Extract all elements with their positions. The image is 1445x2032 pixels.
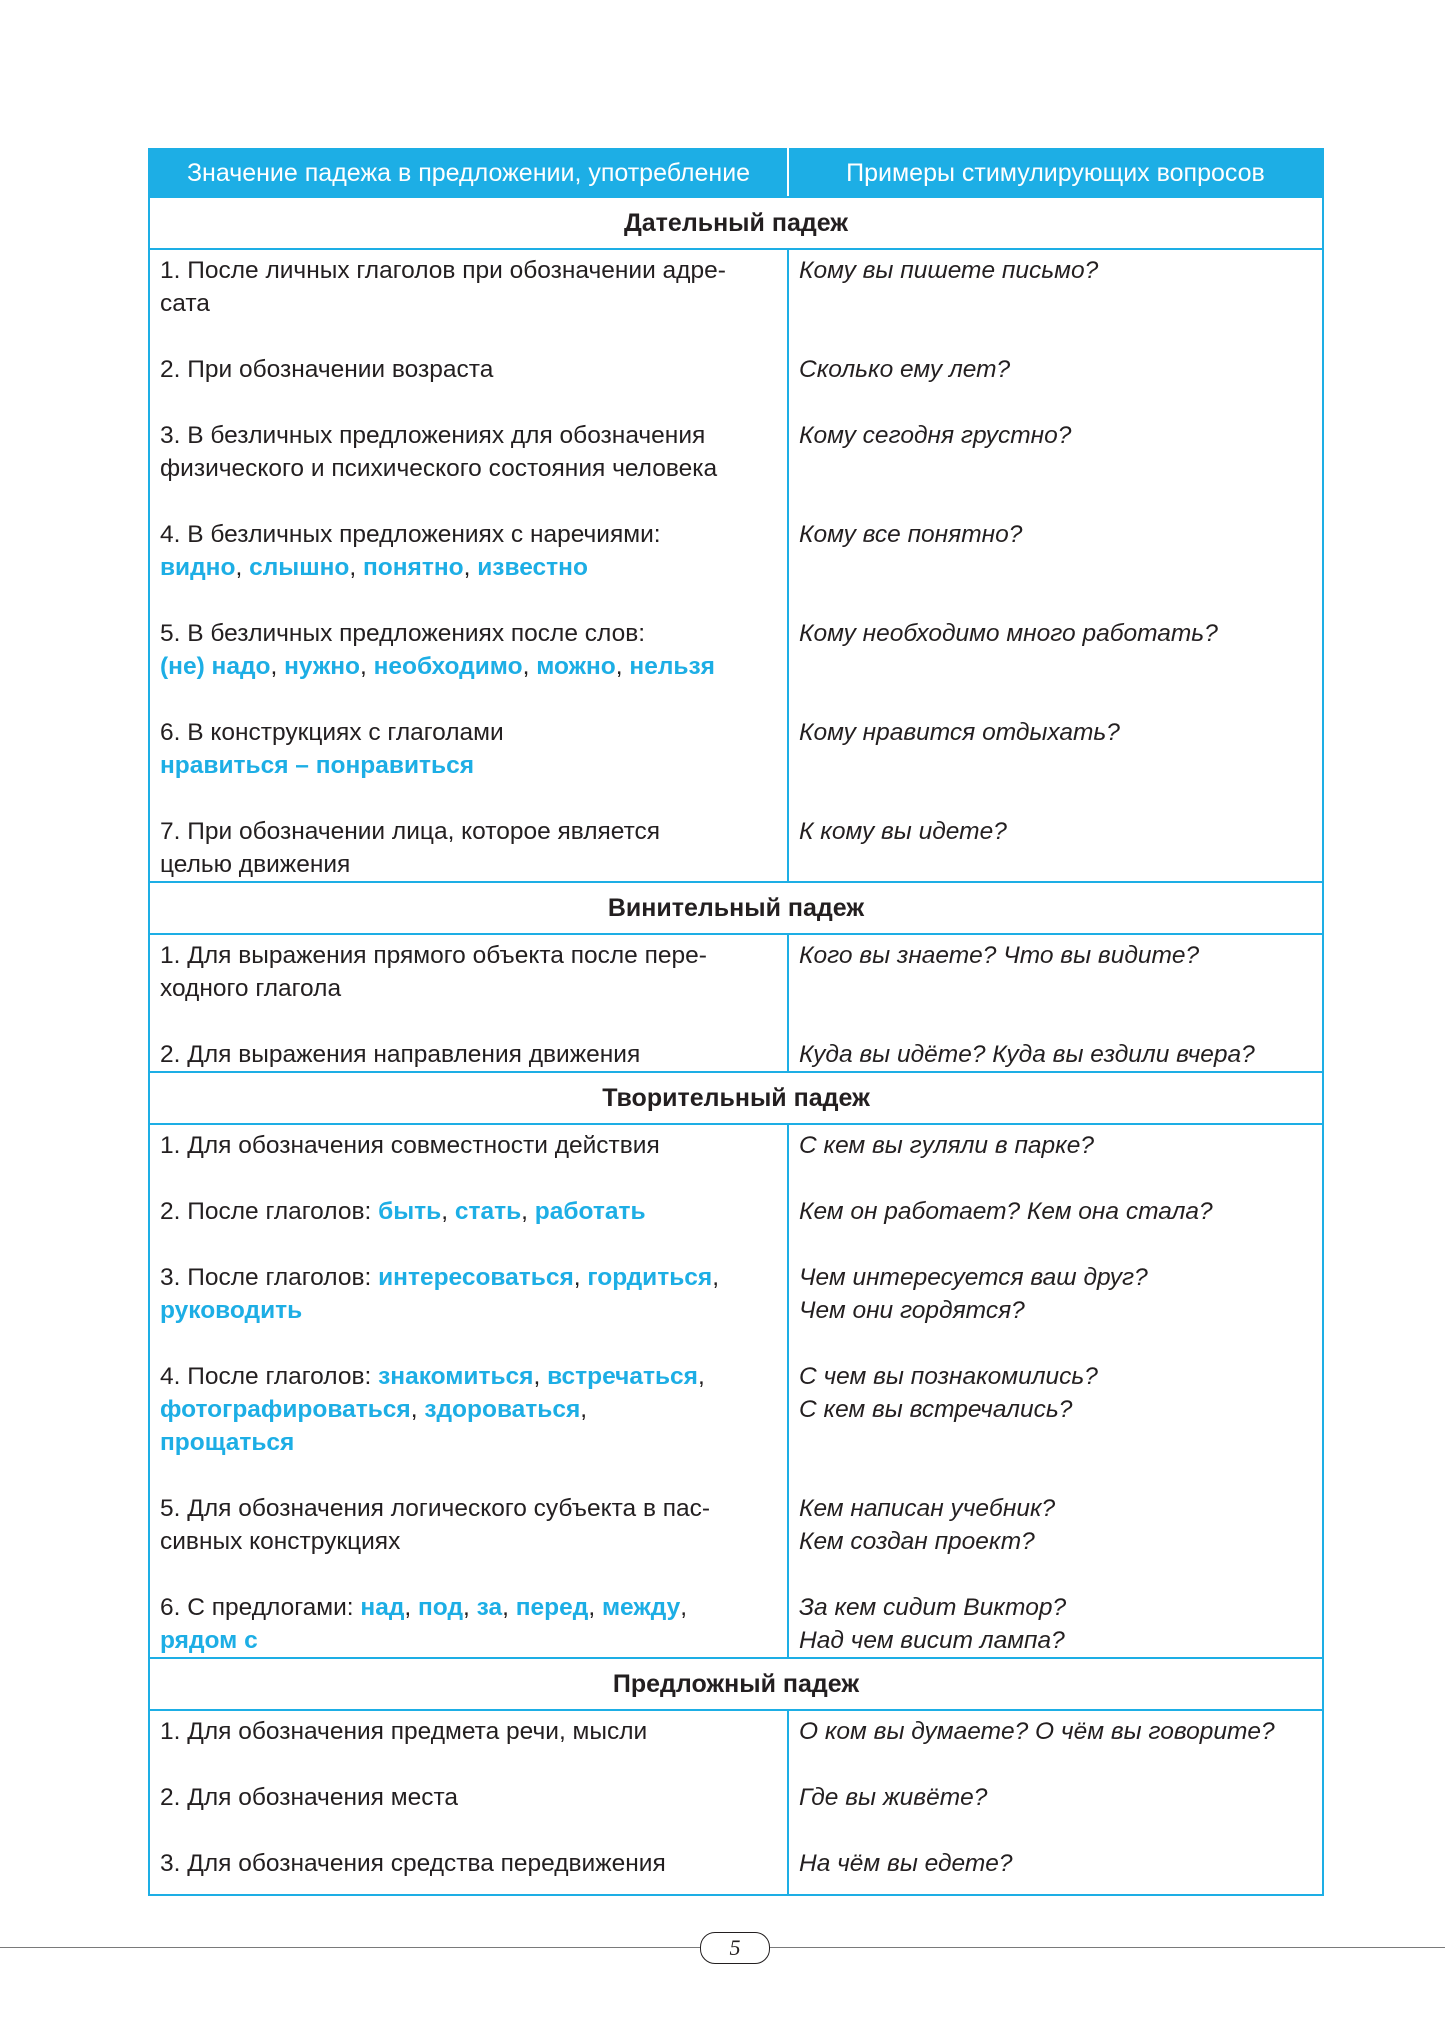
- text-line: 3. После глаголов: интересоваться, гордиться,: [160, 1264, 720, 1291]
- text-line: целью движения: [160, 851, 351, 878]
- text-line: 6. В конструкциях с глаголами: [160, 719, 504, 746]
- header-meaning: Значение падежа в предложении, употребление: [149, 149, 788, 197]
- keyword: между: [601, 1594, 681, 1621]
- keyword: быть: [378, 1198, 442, 1225]
- section-prepositional: [149, 1658, 1323, 1710]
- section-accusative: [149, 882, 1323, 934]
- keyword: гордиться: [587, 1264, 713, 1291]
- header-examples: Примеры стимулирующих вопросов: [788, 149, 1323, 197]
- text-line: видно, слышно, понятно, известно: [160, 554, 588, 581]
- example-question: Где вы живёте?: [799, 1784, 988, 1811]
- text-fragment: 6. С предлогами:: [160, 1594, 354, 1621]
- text-line: сата: [160, 290, 210, 317]
- text-line: фотографироваться, здороваться,: [160, 1396, 588, 1423]
- example-question: Чем интересуется ваш друг?: [799, 1264, 1148, 1291]
- examples-cell: [788, 1124, 1323, 1658]
- examples-cell: [788, 934, 1323, 1072]
- keyword: слышно: [249, 554, 350, 581]
- keyword: можно: [536, 653, 616, 680]
- text-line: 2. При обозначении возраста: [160, 356, 494, 383]
- keyword: фотографироваться: [160, 1396, 411, 1423]
- text-line: ходного глагола: [160, 975, 342, 1002]
- keyword: прощаться: [160, 1429, 295, 1456]
- example-question: Кем написан учебник?: [799, 1495, 1056, 1522]
- example-question: Кому необходимо много работать?: [799, 620, 1218, 647]
- section-title: Творительный падеж: [149, 1072, 1323, 1124]
- section-prepositional-body: [149, 1710, 1323, 1895]
- keyword: нельзя: [629, 653, 715, 680]
- example-question: На чём вы едете?: [799, 1850, 1013, 1877]
- keyword: (не) надо: [160, 653, 271, 680]
- text-line: [160, 1624, 777, 1657]
- text-line: 3. Для обозначения средства передвижения: [160, 1850, 666, 1877]
- example-question: Кем создан проект?: [799, 1528, 1035, 1555]
- text-line: 6. С предлогами: над, под, за, перед, между,: [160, 1594, 688, 1621]
- example-question: Кому сегодня грустно?: [799, 422, 1072, 449]
- section-title: Дательный падеж: [149, 197, 1323, 249]
- keyword: перед: [515, 1594, 589, 1621]
- text-fragment: 4. После глаголов:: [160, 1363, 372, 1390]
- text-line: 1. Для обозначения совместности действия: [160, 1132, 660, 1159]
- text-line: 4. В безличных предложениях с наречиями:: [160, 521, 661, 548]
- keyword: необходимо: [373, 653, 523, 680]
- grammar-cases-table: [148, 148, 1324, 1896]
- example-question: Кому вы пишете письмо?: [799, 257, 1099, 284]
- meaning-cell: [149, 934, 788, 1072]
- text-line: (не) надо, нужно, необходимо, можно, нельзя: [160, 653, 715, 680]
- example-question: Чем они гордятся?: [799, 1297, 1025, 1324]
- meaning-cell: [149, 1124, 788, 1658]
- examples-cell: [788, 249, 1323, 882]
- section-accusative-body: [149, 934, 1323, 1072]
- keyword: работать: [534, 1198, 646, 1225]
- keyword: встречаться: [547, 1363, 698, 1390]
- keyword: интересоваться: [378, 1264, 574, 1291]
- example-question: Сколько ему лет?: [799, 356, 1011, 383]
- keyword: нравиться – понравиться: [160, 752, 474, 779]
- text-line: 5. Для обозначения логического субъекта в пас-: [160, 1495, 711, 1522]
- keyword: понятно: [363, 554, 464, 581]
- example-question: Над чем висит лампа?: [799, 1627, 1065, 1654]
- example-question: С кем вы гуляли в парке?: [799, 1132, 1095, 1159]
- meaning-cell: [149, 249, 788, 882]
- example-question: О ком вы думаете? О чём вы говорите?: [799, 1718, 1275, 1745]
- keyword: за: [476, 1594, 503, 1621]
- example-question: С чем вы познакомились?: [799, 1363, 1098, 1390]
- keyword: стать: [454, 1198, 522, 1225]
- text-fragment: 2. После глаголов:: [160, 1198, 372, 1225]
- keyword: здороваться: [424, 1396, 581, 1423]
- keyword: под: [418, 1594, 463, 1621]
- example-question: Кому нравится отдыхать?: [799, 719, 1120, 746]
- text-line: [160, 749, 777, 782]
- keyword: знакомиться: [378, 1363, 534, 1390]
- keyword: рядом с: [160, 1627, 258, 1654]
- text-line: 3. В безличных предложениях для обозначения: [160, 422, 706, 449]
- keyword: известно: [477, 554, 588, 581]
- text-line: 4. После глаголов: знакомиться, встречаться,: [160, 1363, 705, 1390]
- examples-cell: [788, 1710, 1323, 1895]
- text-line: 1. Для выражения прямого объекта после пере-: [160, 942, 707, 969]
- text-line: 7. При обозначении лица, которое является: [160, 818, 661, 845]
- keyword: руководить: [160, 1297, 303, 1324]
- text-line: сивных конструкциях: [160, 1528, 401, 1555]
- text-fragment: 3. После глаголов:: [160, 1264, 372, 1291]
- text-line: 2. Для выражения направления движения: [160, 1041, 641, 1068]
- text-line: [160, 1426, 777, 1459]
- text-line: 2. После глаголов: быть, стать, работать: [160, 1198, 646, 1225]
- text-line: 1. Для обозначения предмета речи, мысли: [160, 1718, 648, 1745]
- section-instrumental: [149, 1072, 1323, 1124]
- section-instrumental-body: [149, 1124, 1323, 1658]
- text-line: 1. После личных глаголов при обозначении адре-: [160, 257, 726, 284]
- section-dative-body: [149, 249, 1323, 882]
- text-line: 2. Для обозначения места: [160, 1784, 459, 1811]
- keyword: нужно: [284, 653, 360, 680]
- example-question: Кем он работает? Кем она стала?: [799, 1198, 1213, 1225]
- section-dative: [149, 197, 1323, 249]
- page-number: 5: [700, 1932, 770, 1964]
- keyword: над: [360, 1594, 405, 1621]
- example-question: Кого вы знаете? Что вы видите?: [799, 942, 1200, 969]
- example-question: Куда вы идёте? Куда вы ездили вчера?: [799, 1041, 1255, 1068]
- text-line: физического и психического состояния человека: [160, 455, 718, 482]
- text-line: 5. В безличных предложениях после слов:: [160, 620, 646, 647]
- section-title: Винительный падеж: [149, 882, 1323, 934]
- section-title: Предложный падеж: [149, 1658, 1323, 1710]
- meaning-cell: [149, 1710, 788, 1895]
- example-question: За кем сидит Виктор?: [799, 1594, 1067, 1621]
- example-question: С кем вы встречались?: [799, 1396, 1073, 1423]
- example-question: К кому вы идете?: [799, 818, 1007, 845]
- example-question: Кому все понятно?: [799, 521, 1023, 548]
- text-line: [160, 1294, 777, 1327]
- table-header-row: [149, 149, 1323, 197]
- keyword: видно: [160, 554, 236, 581]
